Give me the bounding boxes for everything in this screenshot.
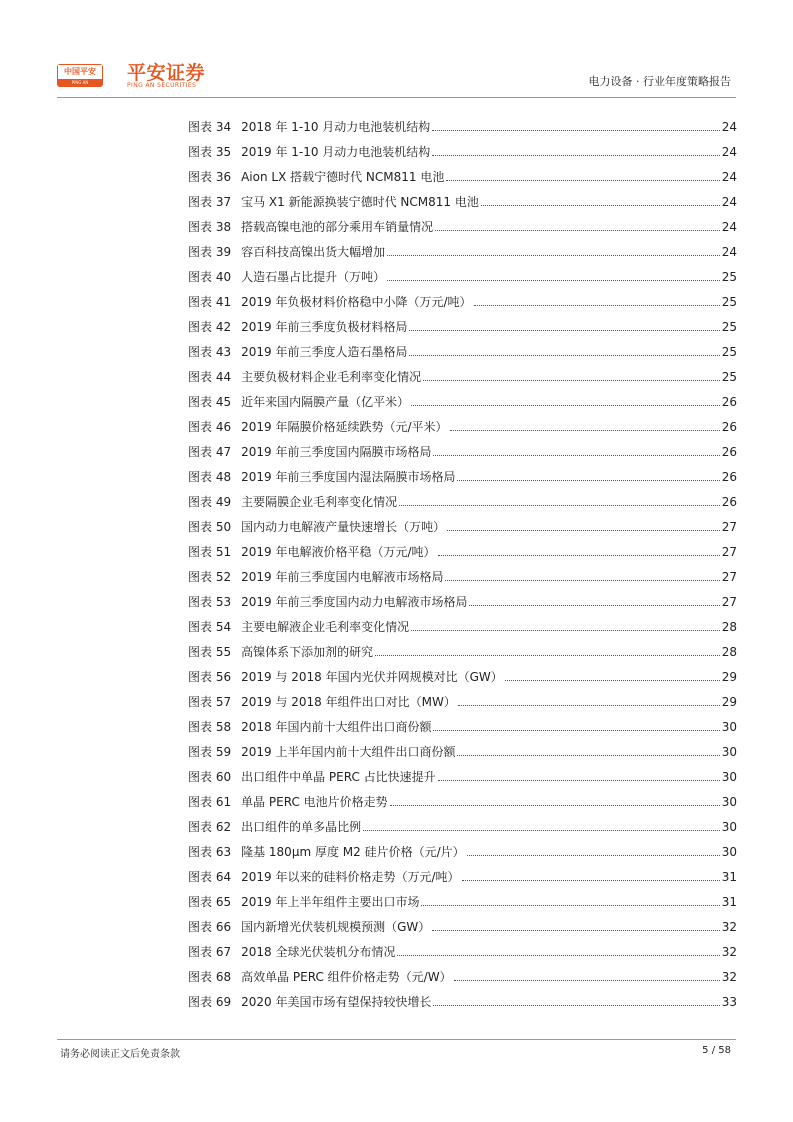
toc-entry-page: 26 [721, 445, 737, 459]
toc-leader-dots [445, 579, 719, 581]
toc-leader-dots [467, 854, 720, 856]
toc-leader-dots [446, 179, 719, 181]
toc-entry-number: 图表 58 [188, 720, 232, 734]
toc-leader-dots [411, 629, 720, 631]
toc-entry[interactable] [188, 760, 737, 785]
toc-leader-dots [433, 454, 719, 456]
toc-entry-number: 图表 49 [188, 495, 232, 509]
toc-entry[interactable] [188, 335, 737, 360]
toc-entry-number: 图表 52 [188, 570, 232, 584]
toc-entry-number: 图表 61 [188, 795, 232, 809]
toc-entry-page: 26 [721, 470, 737, 484]
toc-entry-number: 图表 43 [188, 345, 232, 359]
toc-entry-number: 图表 45 [188, 395, 232, 409]
toc-entry-title[interactable]: 2019 年前三季度负极材料格局 [241, 320, 408, 334]
toc-entry-number: 图表 46 [188, 420, 232, 434]
logo-top-text: 中国平安 [58, 65, 102, 79]
toc-entry-page: 30 [721, 770, 737, 784]
toc-entry[interactable] [188, 235, 737, 260]
toc-entry-page: 27 [721, 570, 737, 584]
toc-entry-page: 26 [721, 395, 737, 409]
toc-entry-page: 30 [721, 795, 737, 809]
toc-entry-number: 图表 53 [188, 595, 232, 609]
toc-leader-dots [505, 679, 720, 681]
toc-leader-dots [397, 954, 719, 956]
toc-entry-title[interactable]: 国内动力电解液产量快速增长（万吨） [241, 520, 446, 534]
toc-entry-number: 图表 39 [188, 245, 232, 259]
toc-leader-dots [433, 1004, 719, 1006]
toc-entry[interactable] [188, 660, 737, 685]
toc-entry-page: 32 [721, 945, 737, 959]
toc-leader-dots [411, 404, 720, 406]
toc-entry-title[interactable]: 隆基 180μm 厚度 M2 硅片价格（元/片） [241, 845, 465, 859]
toc-entry-title[interactable]: 国内新增光伏装机规模预测（GW） [241, 920, 431, 934]
toc-entry-number: 图表 42 [188, 320, 232, 334]
toc-entry-title[interactable]: 2018 全球光伏装机分布情况 [241, 945, 396, 959]
toc-entry-title[interactable]: 单晶 PERC 电池片价格走势 [241, 795, 388, 809]
toc-entry[interactable] [188, 135, 737, 160]
toc-entry-number: 图表 67 [188, 945, 232, 959]
toc-leader-dots [469, 604, 719, 606]
table-of-figures [188, 110, 737, 1010]
toc-entry[interactable] [188, 885, 737, 910]
toc-entry-title[interactable]: 2019 年前三季度人造石墨格局 [241, 345, 408, 359]
toc-leader-dots [458, 704, 720, 706]
toc-entry[interactable] [188, 185, 737, 210]
toc-entry-number: 图表 51 [188, 545, 232, 559]
toc-entry-number: 图表 38 [188, 220, 232, 234]
toc-entry-title[interactable]: 2019 年 1-10 月动力电池装机结构 [241, 145, 431, 159]
toc-leader-dots [421, 904, 719, 906]
toc-entry-number: 图表 60 [188, 770, 232, 784]
toc-leader-dots [387, 254, 720, 256]
toc-leader-dots [399, 504, 720, 506]
toc-entry-title[interactable]: 2019 年隔膜价格延续跌势（元/平米） [241, 420, 448, 434]
toc-leader-dots [474, 304, 720, 306]
toc-entry-number: 图表 56 [188, 670, 232, 684]
toc-leader-dots [450, 429, 720, 431]
toc-entry-page: 25 [721, 270, 737, 284]
toc-entry-number: 图表 68 [188, 970, 232, 984]
toc-entry-page: 24 [721, 220, 737, 234]
toc-entry-number: 图表 50 [188, 520, 232, 534]
toc-leader-dots [423, 379, 720, 381]
toc-entry-number: 图表 59 [188, 745, 232, 759]
toc-leader-dots [454, 979, 720, 981]
header-divider [57, 97, 736, 98]
toc-entry[interactable] [188, 835, 737, 860]
toc-entry-page: 25 [721, 320, 737, 334]
toc-entry-title[interactable]: 2020 年美国市场有望保持较快增长 [241, 995, 432, 1009]
toc-entry-title[interactable]: 容百科技高镍出货大幅增加 [241, 245, 386, 259]
toc-entry[interactable] [188, 160, 737, 185]
toc-entry-title[interactable]: 2018 年国内前十大组件出口商份额 [241, 720, 432, 734]
toc-entry-title[interactable]: 2019 年前三季度国内隔膜市场格局 [241, 445, 432, 459]
toc-entry[interactable] [188, 635, 737, 660]
toc-entry-number: 图表 62 [188, 820, 232, 834]
toc-entry-title[interactable]: 出口组件的单多晶比例 [241, 820, 362, 834]
toc-entry-title[interactable]: 高效单晶 PERC 组件价格走势（元/W） [241, 970, 452, 984]
toc-entry-number: 图表 34 [188, 120, 232, 134]
toc-entry-page: 27 [721, 595, 737, 609]
toc-entry-title[interactable]: Aion LX 搭载宁德时代 NCM811 电池 [241, 170, 445, 184]
toc-entry-title[interactable]: 主要负极材料企业毛利率变化情况 [241, 370, 422, 384]
toc-entry-page: 28 [721, 645, 737, 659]
toc-entry[interactable] [188, 460, 737, 485]
toc-entry[interactable] [188, 785, 737, 810]
toc-entry-number: 图表 69 [188, 995, 232, 1009]
report-title: 电力设备 · 行业年度策略报告 [588, 75, 731, 88]
toc-entry[interactable] [188, 560, 737, 585]
toc-entry-title[interactable]: 2019 与 2018 年国内光伏并网规模对比（GW） [241, 670, 503, 684]
toc-entry-title[interactable]: 2019 上半年国内前十大组件出口商份额 [241, 745, 456, 759]
footer-page-number: 5 / 58 [702, 1045, 731, 1056]
toc-entry[interactable] [188, 285, 737, 310]
toc-leader-dots [462, 879, 720, 881]
toc-entry-number: 图表 37 [188, 195, 232, 209]
toc-entry-title[interactable]: 2019 年前三季度国内电解液市场格局 [241, 570, 444, 584]
toc-leader-dots [432, 929, 719, 931]
toc-leader-dots [409, 354, 719, 356]
toc-entry-title[interactable]: 2019 年前三季度国内湿法隔膜市场格局 [241, 470, 456, 484]
toc-leader-dots [438, 779, 720, 781]
toc-entry-title[interactable]: 2019 年上半年组件主要出口市场 [241, 895, 420, 909]
toc-entry[interactable] [188, 910, 737, 935]
toc-entry[interactable] [188, 860, 737, 885]
toc-entry-number: 图表 64 [188, 870, 232, 884]
toc-entry[interactable] [188, 435, 737, 460]
toc-entry[interactable] [188, 735, 737, 760]
toc-entry-title[interactable]: 搭载高镍电池的部分乘用车销量情况 [241, 220, 434, 234]
toc-leader-dots [457, 479, 719, 481]
toc-entry-title[interactable]: 高镍体系下添加剂的研究 [241, 645, 374, 659]
toc-entry[interactable] [188, 210, 737, 235]
toc-entry-page: 31 [721, 895, 737, 909]
toc-leader-dots [447, 529, 720, 531]
toc-leader-dots [390, 804, 720, 806]
toc-entry[interactable] [188, 410, 737, 435]
toc-entry-title[interactable]: 2019 年前三季度国内动力电解液市场格局 [241, 595, 468, 609]
toc-entry[interactable] [188, 585, 737, 610]
toc-entry-title[interactable]: 主要隔膜企业毛利率变化情况 [241, 495, 398, 509]
toc-entry-title[interactable]: 2019 年以来的硅料价格走势（万元/吨） [241, 870, 460, 884]
toc-entry-number: 图表 55 [188, 645, 232, 659]
toc-entry[interactable] [188, 610, 737, 635]
toc-entry-page: 32 [721, 970, 737, 984]
brand-name: 平安证券 [127, 62, 206, 84]
toc-leader-dots [438, 554, 720, 556]
toc-entry-number: 图表 35 [188, 145, 232, 159]
toc-leader-dots [375, 654, 720, 656]
toc-entry-page: 31 [721, 870, 737, 884]
toc-entry-page: 30 [721, 745, 737, 759]
toc-entry[interactable] [188, 985, 737, 1010]
toc-entry[interactable] [188, 385, 737, 410]
toc-entry[interactable] [188, 310, 737, 335]
toc-entry-number: 图表 44 [188, 370, 232, 384]
toc-entry-number: 图表 36 [188, 170, 232, 184]
toc-entry[interactable] [188, 535, 737, 560]
toc-entry-page: 33 [721, 995, 737, 1009]
toc-leader-dots [433, 729, 719, 731]
footer-disclaimer: 请务必阅读正文后免责条款 [60, 1049, 180, 1060]
toc-entry-title[interactable]: 主要电解液企业毛利率变化情况 [241, 620, 410, 634]
toc-entry-number: 图表 41 [188, 295, 232, 309]
toc-entry-page: 26 [721, 495, 737, 509]
toc-entry[interactable] [188, 810, 737, 835]
toc-entry-page: 25 [721, 370, 737, 384]
toc-entry-page: 24 [721, 170, 737, 184]
toc-entry-title[interactable]: 2019 年负极材料价格稳中小降（万元/吨） [241, 295, 472, 309]
toc-entry-number: 图表 40 [188, 270, 232, 284]
toc-entry-page: 30 [721, 845, 737, 859]
toc-entry-title[interactable]: 出口组件中单晶 PERC 占比快速提升 [241, 770, 436, 784]
brand-subtitle: PING AN SECURITIES [127, 82, 197, 89]
logo-bottom-text: PING AN [58, 79, 102, 86]
toc-entry-title[interactable]: 2018 年 1-10 月动力电池装机结构 [241, 120, 431, 134]
toc-leader-dots [432, 129, 719, 131]
toc-entry-page: 30 [721, 720, 737, 734]
page-header [0, 0, 793, 100]
toc-entry-title[interactable]: 人造石墨占比提升（万吨） [241, 270, 386, 284]
toc-leader-dots [481, 204, 720, 206]
toc-leader-dots [432, 154, 719, 156]
toc-entry-title[interactable]: 2019 年电解液价格平稳（万元/吨） [241, 545, 436, 559]
toc-entry[interactable] [188, 510, 737, 535]
toc-entry[interactable] [188, 960, 737, 985]
toc-entry-page: 28 [721, 620, 737, 634]
toc-entry-page: 24 [721, 145, 737, 159]
toc-entry-page: 27 [721, 520, 737, 534]
toc-entry-page: 24 [721, 195, 737, 209]
toc-entry-page: 25 [721, 295, 737, 309]
toc-entry-number: 图表 54 [188, 620, 232, 634]
toc-entry-number: 图表 63 [188, 845, 232, 859]
toc-entry-title[interactable]: 2019 与 2018 年组件出口对比（MW） [241, 695, 456, 709]
toc-leader-dots [435, 229, 720, 231]
toc-entry-page: 27 [721, 545, 737, 559]
toc-entry[interactable] [188, 485, 737, 510]
footer-divider [57, 1039, 736, 1040]
toc-entry-page: 26 [721, 420, 737, 434]
toc-entry-number: 图表 66 [188, 920, 232, 934]
toc-entry-page: 24 [721, 120, 737, 134]
toc-leader-dots [387, 279, 720, 281]
toc-entry[interactable] [188, 110, 737, 135]
toc-entry[interactable] [188, 935, 737, 960]
toc-entry-page: 30 [721, 820, 737, 834]
toc-entry-page: 29 [721, 695, 737, 709]
toc-entry-page: 32 [721, 920, 737, 934]
toc-leader-dots [409, 329, 719, 331]
toc-entry-page: 29 [721, 670, 737, 684]
toc-entry-title[interactable]: 近年来国内隔膜产量（亿平米） [241, 395, 410, 409]
toc-leader-dots [363, 829, 720, 831]
toc-entry-title[interactable]: 宝马 X1 新能源换装宁德时代 NCM811 电池 [241, 195, 479, 209]
toc-entry-number: 图表 57 [188, 695, 232, 709]
toc-entry-number: 图表 65 [188, 895, 232, 909]
toc-entry-number: 图表 47 [188, 445, 232, 459]
pingan-logo-icon [57, 64, 103, 87]
toc-entry-page: 25 [721, 345, 737, 359]
toc-entry-number: 图表 48 [188, 470, 232, 484]
toc-entry[interactable] [188, 360, 737, 385]
toc-leader-dots [457, 754, 719, 756]
toc-entry[interactable] [188, 685, 737, 710]
toc-entry[interactable] [188, 260, 737, 285]
toc-entry-page: 24 [721, 245, 737, 259]
toc-entry[interactable] [188, 710, 737, 735]
